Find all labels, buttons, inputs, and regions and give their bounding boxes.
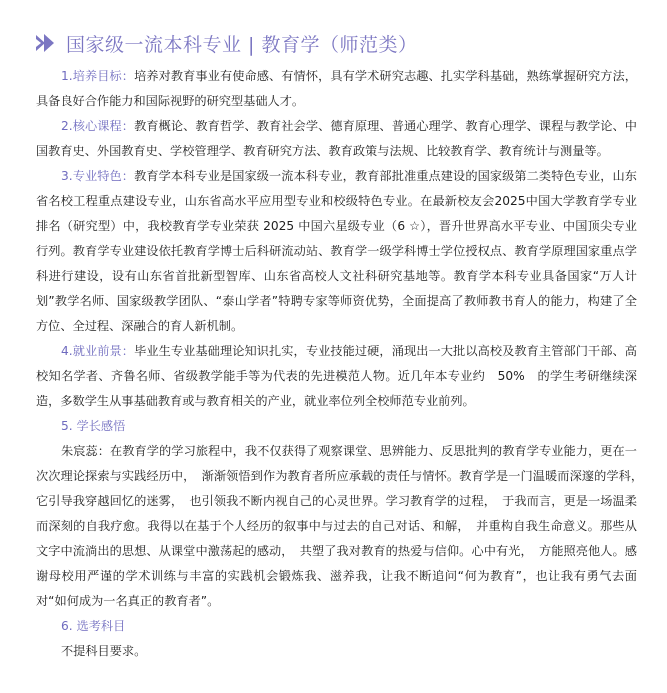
elective-subjects-heading: 6. 选考科目	[61, 619, 126, 633]
double-chevron-right-icon	[36, 33, 58, 53]
section-title-row	[36, 28, 637, 58]
employment-text: 毕业生专业基础理论知识扎实，专业技能过硬，涌现出一大批以高校及教育主管部门干部、高校知名学者、齐鲁名师、省级教学能手等为代表的先进模范人物。近几年本专业约 50% 的学生考研继续深造，多数学生从事基础教育或与教育相关的产业，就业率位列全校师范专业前列。	[36, 344, 637, 408]
core-courses-text: 教育概论、教育哲学、教育社会学、德育原理、普通心理学、教育心理学、课程与教学论、中国教育史、外国教育史、学校管理学、教育研究方法、教育政策与法规、比较教育学、教育统计与测量等。	[36, 119, 637, 158]
major-features-text: 教育学本科专业是国家级一流本科专业，教育部批准重点建设的国家级第二类特色专业，山东省名校工程重点建设专业，山东省高水平应用型专业和校级特色专业。在最新校友会2025中国大学教育学专业排名（研究型）中，我校教育学专业荣获 2025 中国六星级专业（6 ☆），晋升世界高水平专业、中国顶尖专业行列。教育学专业建设依托教育学博士后科研流动站、教育学一级学科博士学位授权点、教育学原理国家重点学科进行建设，设有山东省首批新型智库、山东省高校人文社科研究基地等。教育学本科专业具备国家“万人计划”教学名师、国家级教学团队、“泰山学者”特聘专家等师资优势，全面提高了教师教书育人的能力，构建了全方位、全过程、深融合的育人新机制。	[36, 169, 637, 333]
training-goal-label: 1.培养目标：	[61, 69, 135, 83]
major-features-paragraph	[36, 164, 637, 339]
testimony-paragraph: 朱宸蕊：在教育学的学习旅程中，我不仅获得了观察课堂、思辨能力、反思批判的教育学专业能力，更在一次次理论探索与实践经历中， 渐渐领悟到作为教育者所应承载的责任与情怀。教育学是一门温暖而深邃的学科， 它引导我穿越回忆的迷雾， 也引领我不断内视自己的心灵世界。学习教育学的过程， 于我而言，更是一场温柔而深刻的自我疗愈。我得以在基于个人经历的叙事中与过去的自己对话、和解， 并重构自我生命意义。那些从文字中流淌出的思想、从课堂中激荡起的感动， 共塑了我对教育的热爱与信仰。心中有光， 方能照亮他人。感谢母校用严谨的学术训练与丰富的实践机会锻炼我、滋养我，让我不断追问“何为教育”，也让我有勇气去面对“如何成为一名真正的教育者”。	[36, 444, 650, 608]
employment-paragraph	[36, 339, 637, 414]
major-features-label: 3.专业特色：	[61, 169, 135, 183]
core-courses-label: 2.核心课程：	[61, 119, 135, 133]
elective-subjects-text: 不提科目要求。	[61, 644, 147, 658]
training-goal-text: 培养对教育事业有使命感、有情怀，具有学术研究志趣、扎实学科基础，熟练掌握研究方法，具备良好合作能力和国际视野的研究型基础人才。	[36, 69, 637, 108]
training-goal-paragraph	[36, 64, 637, 114]
employment-label: 4.就业前景：	[61, 344, 135, 358]
core-courses-paragraph	[36, 114, 637, 164]
testimony-heading: 5. 学长感悟	[61, 419, 126, 433]
page-title: 国家级一流本科专业 | 教育学（师范类）	[66, 33, 418, 56]
